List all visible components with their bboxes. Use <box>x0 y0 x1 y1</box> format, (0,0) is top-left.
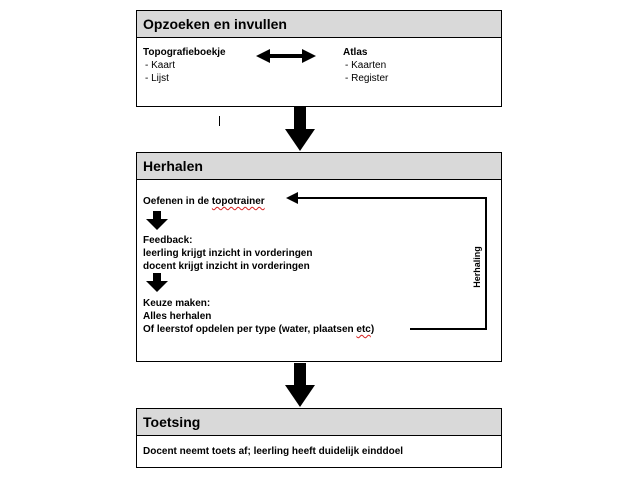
feedback-line-leerling: leerling krijgt inzicht in vorderingen <box>143 248 313 259</box>
keuze-line-opdelen-prefix: Of leerstof opdelen per type (water, plaatsen <box>143 324 357 335</box>
box-opzoeken-title: Opzoeken en invullen <box>137 11 501 38</box>
box-herhalen-title: Herhalen <box>137 153 501 180</box>
step-oefenen <box>143 196 265 208</box>
step-oefenen-prefix: Oefenen in de <box>143 196 212 207</box>
text-cursor <box>219 116 220 126</box>
etc-word: etc <box>356 324 371 335</box>
feedback-heading: Feedback: <box>143 235 193 246</box>
atlas-item-register: - Register <box>345 73 389 84</box>
topotrainer-word: topotrainer <box>211 196 265 207</box>
keuze-heading: Keuze maken: <box>143 298 211 309</box>
atlas-heading: Atlas <box>343 47 368 58</box>
topografieboekje-heading: Topografieboekje <box>143 47 226 58</box>
down-arrow-icon <box>285 363 315 407</box>
toetsing-line: Docent neemt toets af; leerling heeft duidelijk einddoel <box>143 446 404 457</box>
down-arrow-icon <box>285 107 315 151</box>
feedback-line-docent: docent krijgt inzicht in vorderingen <box>143 261 310 272</box>
loop-label-herhaling: Herhaling <box>472 246 482 288</box>
box-opzoeken <box>136 10 502 107</box>
box-toetsing-title: Toetsing <box>137 409 501 436</box>
topografieboekje-item-lijst: - Lijst <box>145 73 169 84</box>
keuze-line-opdelen-suffix: ) <box>370 324 375 335</box>
box-toetsing <box>136 408 502 468</box>
topografieboekje-item-kaart: - Kaart <box>145 60 176 71</box>
keuze-line-alles: Alles herhalen <box>143 311 212 322</box>
box-herhalen <box>136 152 502 362</box>
atlas-item-kaarten: - Kaarten <box>345 60 387 71</box>
keuze-line-opdelen <box>143 324 374 336</box>
